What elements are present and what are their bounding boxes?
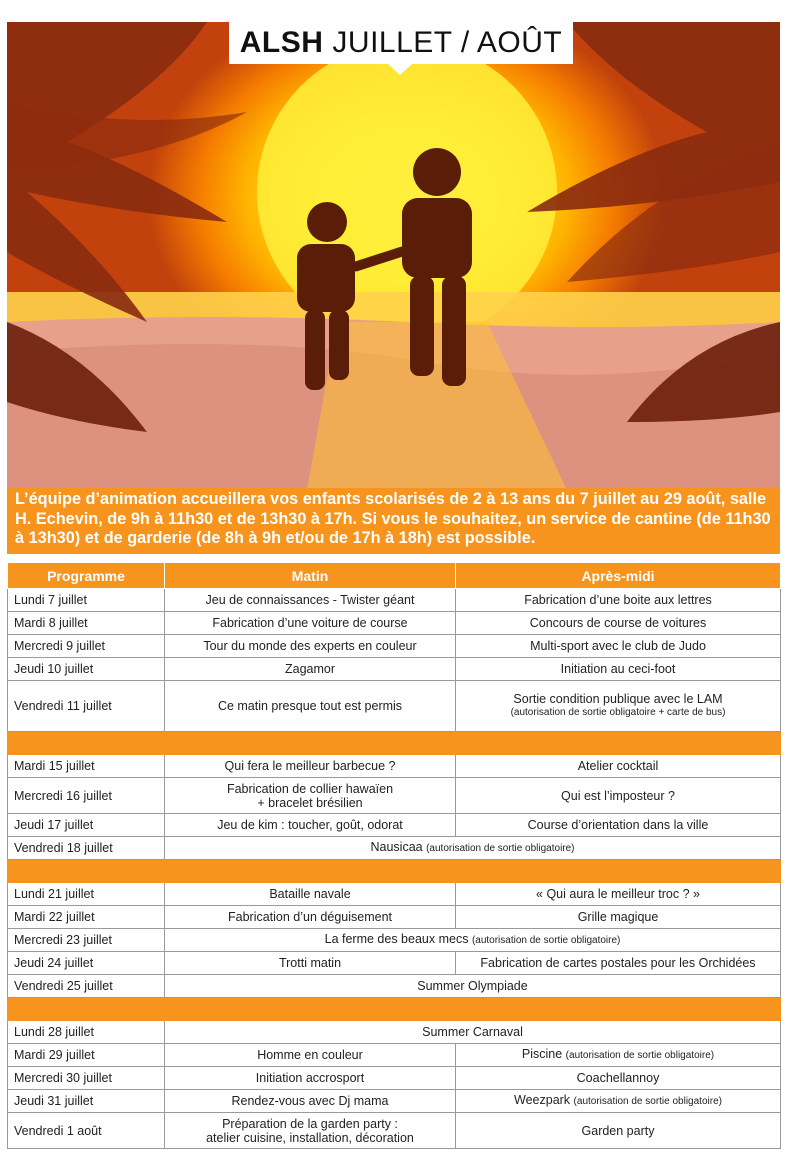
table-row	[8, 883, 781, 906]
day-cell: Mercredi 23 juillet	[8, 929, 165, 952]
day-cell: Vendredi 25 juillet	[8, 975, 165, 998]
activity-note: (autorisation de sortie obligatoire + carte de bus)	[510, 707, 726, 718]
apres-midi-cell: Grille magique	[456, 906, 781, 929]
table-row	[8, 755, 781, 778]
table-row	[8, 1090, 781, 1113]
table-row	[8, 975, 781, 998]
apres-midi-cell	[456, 681, 781, 732]
matin-cell: Zagamor	[165, 658, 456, 681]
apres-midi-cell: Multi-sport avec le club de Judo	[456, 635, 781, 658]
activity-text: atelier cuisine, installation, décoration	[206, 1130, 414, 1145]
matin-cell: Qui fera le meilleur barbecue ?	[165, 755, 456, 778]
title-notch	[387, 63, 413, 75]
table-row	[8, 814, 781, 837]
week-separator	[8, 860, 781, 883]
activity-text: Piscine	[521, 1047, 563, 1061]
table-row	[8, 778, 781, 814]
activity-note: (autorisation de sortie obligatoire)	[471, 935, 621, 946]
matin-cell: Jeu de kim : toucher, goût, odorat	[165, 814, 456, 837]
day-cell: Jeudi 10 juillet	[8, 658, 165, 681]
day-cell: Jeudi 17 juillet	[8, 814, 165, 837]
table-row	[8, 1067, 781, 1090]
day-cell: Mardi 8 juillet	[8, 612, 165, 635]
matin-cell: Fabrication d’une voiture de course	[165, 612, 456, 635]
day-cell: Mercredi 9 juillet	[8, 635, 165, 658]
table-row	[8, 612, 781, 635]
apres-midi-cell: Coachellannoy	[456, 1067, 781, 1090]
full-day-cell: Summer Olympiade	[165, 975, 781, 998]
day-cell: Lundi 28 juillet	[8, 1021, 165, 1044]
matin-cell: Ce matin presque tout est permis	[165, 681, 456, 732]
activity-text: Nausicaa	[370, 840, 423, 854]
full-day-cell: Summer Carnaval	[165, 1021, 781, 1044]
title-rest: JUILLET / AOÛT	[332, 26, 563, 59]
intro-text: L’équipe d’animation accueillera vos enfants scolarisés de 2 à 13 ans du 7 juillet au 29 août, salle H. Echevin, de 9h à 11h30 et de 13h30 à 17h. Si vous le souhaitez, un service de cantine (de 11h30 à 13h30) et de garderie (de 8h à 9h et/ou de 17h à 18h) est possible.	[7, 488, 780, 554]
matin-cell: Initiation accrosport	[165, 1067, 456, 1090]
activity-text: Weezpark	[514, 1093, 571, 1107]
apres-midi-cell: Fabrication d’une boite aux lettres	[456, 589, 781, 612]
day-cell: Vendredi 18 juillet	[8, 837, 165, 860]
activity-text: La ferme des beaux mecs	[324, 932, 469, 946]
apres-midi-cell: Qui est l’imposteur ?	[456, 778, 781, 814]
header-programme: Programme	[8, 563, 165, 589]
header-apres-midi: Après-midi	[456, 563, 781, 589]
schedule-table	[7, 562, 781, 1149]
day-cell: Mardi 22 juillet	[8, 906, 165, 929]
apres-midi-cell: Atelier cocktail	[456, 755, 781, 778]
table-header-row	[8, 563, 781, 589]
page-title	[229, 22, 573, 64]
week-separator	[8, 998, 781, 1021]
matin-cell: Tour du monde des experts en couleur	[165, 635, 456, 658]
table-row	[8, 589, 781, 612]
activity-text: Fabrication de collier hawaïen	[226, 781, 394, 796]
day-cell: Lundi 7 juillet	[8, 589, 165, 612]
day-cell: Mercredi 16 juillet	[8, 778, 165, 814]
hero-image	[7, 22, 780, 490]
title-bold: ALSH	[239, 26, 324, 59]
matin-cell: Jeu de connaissances - Twister géant	[165, 589, 456, 612]
sunset-beach-illustration	[7, 22, 780, 490]
apres-midi-cell: Fabrication de cartes postales pour les Orchidées	[456, 952, 781, 975]
day-cell: Jeudi 31 juillet	[8, 1090, 165, 1113]
table-row	[8, 1113, 781, 1149]
day-cell: Mardi 29 juillet	[8, 1044, 165, 1067]
activity-text: + bracelet brésilien	[257, 795, 363, 810]
matin-cell: Bataille navale	[165, 883, 456, 906]
day-cell: Mardi 15 juillet	[8, 755, 165, 778]
matin-cell	[165, 1113, 456, 1149]
matin-cell: Rendez-vous avec Dj mama	[165, 1090, 456, 1113]
matin-cell: Trotti matin	[165, 952, 456, 975]
matin-cell: Homme en couleur	[165, 1044, 456, 1067]
week-separator	[8, 732, 781, 755]
table-row	[8, 906, 781, 929]
matin-cell	[165, 778, 456, 814]
table-row	[8, 681, 781, 732]
table-row	[8, 1044, 781, 1067]
matin-cell: Fabrication d’un déguisement	[165, 906, 456, 929]
day-cell: Jeudi 24 juillet	[8, 952, 165, 975]
day-cell: Mercredi 30 juillet	[8, 1067, 165, 1090]
activity-text: Sortie condition publique avec le LAM	[513, 692, 723, 706]
day-cell: Vendredi 1 août	[8, 1113, 165, 1149]
table-row	[8, 837, 781, 860]
activity-note: (autorisation de sortie obligatoire)	[426, 843, 575, 854]
apres-midi-cell	[456, 1044, 781, 1067]
apres-midi-cell	[456, 1090, 781, 1113]
apres-midi-cell: Concours de course de voitures	[456, 612, 781, 635]
header-matin: Matin	[165, 563, 456, 589]
apres-midi-cell: Course d’orientation dans la ville	[456, 814, 781, 837]
table-row	[8, 635, 781, 658]
activity-note: (autorisation de sortie obligatoire)	[573, 1096, 722, 1107]
apres-midi-cell: Garden party	[456, 1113, 781, 1149]
activity-text: Préparation de la garden party :	[222, 1116, 398, 1131]
day-cell: Vendredi 11 juillet	[8, 681, 165, 732]
day-cell: Lundi 21 juillet	[8, 883, 165, 906]
apres-midi-cell: Initiation au ceci-foot	[456, 658, 781, 681]
table-row	[8, 658, 781, 681]
activity-note: (autorisation de sortie obligatoire)	[565, 1050, 715, 1061]
table-row	[8, 929, 781, 952]
full-day-cell	[165, 837, 781, 860]
table-row	[8, 952, 781, 975]
full-day-cell	[165, 929, 781, 952]
table-row	[8, 1021, 781, 1044]
apres-midi-cell: « Qui aura le meilleur troc ? »	[456, 883, 781, 906]
